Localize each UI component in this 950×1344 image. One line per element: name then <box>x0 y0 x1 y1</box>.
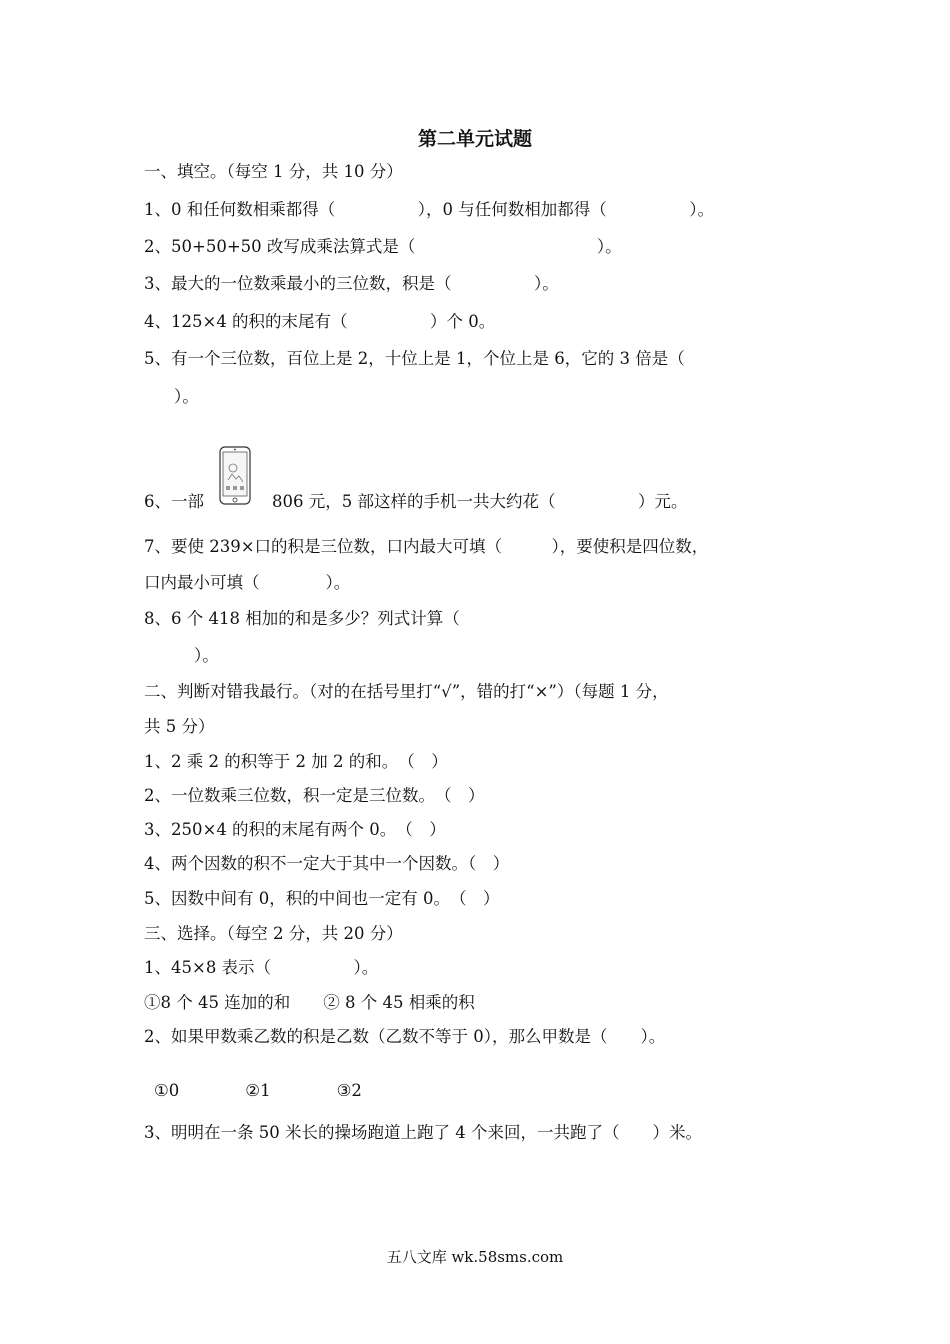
fill-question-7-cont: 口内最小可填（ ）。 <box>144 573 351 592</box>
fill-question-8-cont: ）。 <box>194 646 219 665</box>
section2-heading-cont: 共 5 分） <box>144 717 215 736</box>
choice-question-3: 3、明明在一条 50 米长的操场跑道上跑了 4 个来回，一共跑了（ ）米。 <box>144 1123 702 1142</box>
judge-question-1: 1、2 乘 2 的积等于 2 加 2 的和。 （ ） <box>144 752 448 771</box>
choice-question-1: 1、45×8 表示（ ）。 <box>144 958 379 977</box>
section2-heading: 二、判断对错我最行。（对的在括号里打“√”，错的打“×”）（每题 1 分， <box>144 682 669 701</box>
fill-question-6-rest: 806 元，5 部这样的手机一共大约花（ ）元。 <box>272 492 688 511</box>
choice-question-2-options: ①0 ②1 ③2 <box>154 1081 362 1100</box>
fill-question-7: 7、要使 239×口的积是三位数，口内最大可填（ ），要使积是四位数， <box>144 537 709 556</box>
page-title: 第二单元试题 <box>417 128 532 150</box>
fill-question-5-cont: ）。 <box>174 387 199 406</box>
fill-question-4: 4、125×4 的积的末尾有（ ）个 0。 <box>144 312 496 331</box>
choice-question-1-options: ①8 个 45 连加的和 ② 8 个 45 相乘的积 <box>144 993 475 1012</box>
fill-question-3: 3、最大的一位数乘最小的三位数，积是（ ）。 <box>144 274 559 293</box>
choice-question-2: 2、如果甲数乘乙数的积是乙数（乙数不等于 0），那么甲数是（ ）。 <box>144 1027 666 1046</box>
judge-question-5: 5、因数中间有 0，积的中间也一定有 0。 （ ） <box>144 889 500 908</box>
judge-question-3: 3、250×4 的积的末尾有两个 0。 （ ） <box>144 820 446 839</box>
section1-heading: 一、填空。（每空 1 分，共 10 分） <box>144 162 403 181</box>
fill-question-6-start: 6、一部 <box>144 492 204 511</box>
judge-question-2: 2、一位数乘三位数，积一定是三位数。 （ ） <box>144 786 485 805</box>
fill-question-2: 2、50+50+50 改写成乘法算式是（ ）。 <box>144 237 622 256</box>
fill-question-1: 1、0 和任何数相乘都得（ ），0 与任何数相加都得（ ）。 <box>144 200 714 219</box>
footer-watermark: 五八文库 wk.58sms.com <box>386 1248 564 1266</box>
fill-question-5: 5、有一个三位数，百位上是 2，十位上是 1，个位上是 6，它的 3 倍是（ <box>144 349 685 368</box>
section3-heading: 三、选择。（每空 2 分，共 20 分） <box>144 924 403 943</box>
fill-question-8: 8、6 个 418 相加的和是多少？列式计算（ <box>144 609 460 628</box>
phone-icon <box>218 446 254 506</box>
judge-question-4: 4、两个因数的积不一定大于其中一个因数。（ ） <box>144 854 510 873</box>
